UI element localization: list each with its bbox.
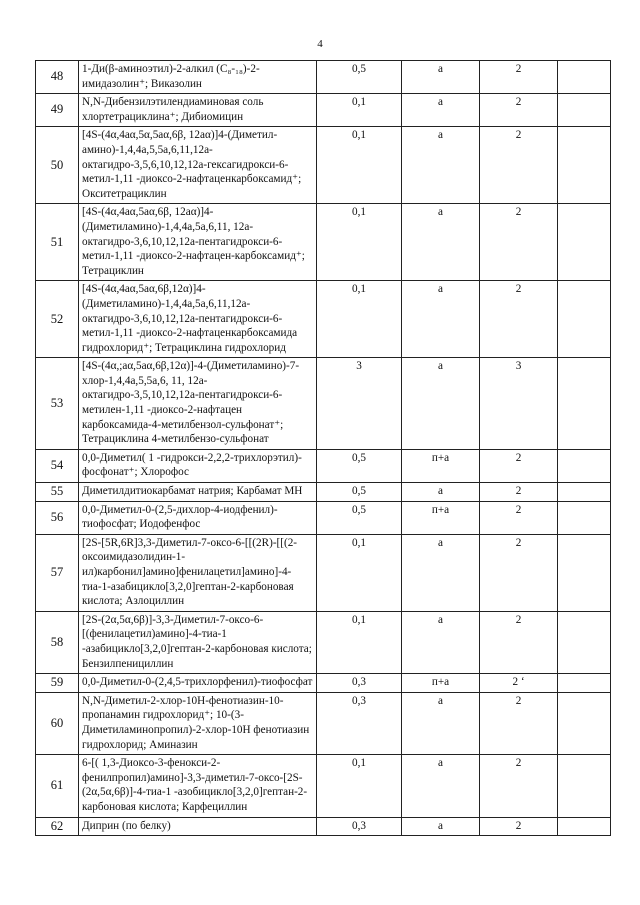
mac-value: 0,1 [317, 281, 402, 358]
notes-cell [558, 204, 611, 281]
table-row [36, 755, 611, 817]
hazard-class: 2 [480, 483, 558, 502]
row-number: 58 [36, 611, 79, 673]
table-row [36, 534, 611, 611]
row-number: 51 [36, 204, 79, 281]
aggregate-state: а [402, 61, 480, 94]
aggregate-state: а [402, 534, 480, 611]
aggregate-state: а [402, 358, 480, 450]
aggregate-state: а [402, 755, 480, 817]
row-number: 52 [36, 281, 79, 358]
table-row [36, 204, 611, 281]
aggregate-state: а [402, 692, 480, 754]
mac-value: 0,1 [317, 755, 402, 817]
row-number: 48 [36, 61, 79, 94]
mac-value: 3 [317, 358, 402, 450]
substance-name: 6-[( 1,3-Диоксо-3-фенокси-2-фенилпропил)амино]-3,3-диметил-7-оксо-[2S-(2α,5α,6β)]-4-тиа-1 -азобицикло[3,2,0]гептан-2-карбоновая кислота; Карфециллин [79, 755, 317, 817]
row-number: 61 [36, 755, 79, 817]
aggregate-state: п+а [402, 449, 480, 482]
row-number: 56 [36, 501, 79, 534]
mac-value: 0,5 [317, 483, 402, 502]
hazard-class: 3 [480, 358, 558, 450]
row-number: 49 [36, 94, 79, 127]
substance-name: [4S-(4α,4aα,5aα,6β, 12aα)]4-(Диметиламино)-1,4,4a,5a,6,11, 12a-октагидро-3,6,10,12,12a-пентагидрокси-6-метил-1,11 -диоксо-2-нафтацен-карбоксамид⁺; Тетрациклин [79, 204, 317, 281]
table-row [36, 127, 611, 204]
notes-cell [558, 281, 611, 358]
notes-cell [558, 483, 611, 502]
substance-name: 0,0-Диметил-0-(2,5-дихлор-4-иодфенил)-тиофосфат; Иодофенфос [79, 501, 317, 534]
hazard-class: 2 [480, 127, 558, 204]
aggregate-state: а [402, 127, 480, 204]
hazard-class: 2 [480, 817, 558, 836]
aggregate-state: а [402, 611, 480, 673]
substance-name: 1-Ди(β-аминоэтил)-2-алкил (C₈-₁₈)-2-имидазолин⁺; Виказолин [79, 61, 317, 94]
row-number: 50 [36, 127, 79, 204]
row-number: 54 [36, 449, 79, 482]
substance-name: [4S-(4α,4aα,5α,5aα,6β, 12aα)]4-(Диметил-амино)-1,4,4a,5,5a,6,11,12a-октагидро-3,5,6,10,12,12a-гексагидрокси-6-метил-1,11 -диоксо-2-нафтаценкарбоксамид⁺; Окситетрациклин [79, 127, 317, 204]
mac-value: 0,5 [317, 501, 402, 534]
notes-cell [558, 358, 611, 450]
substance-name: [4S-(4α,4aα,5aα,6β,12α)]4-(Диметиламино)-1,4,4a,5a,6,11,12a-октагидро-3,6,10,12,12a-пентагидрокси-6-метил-1,11 -диоксо-2-нафтаценкарбоксамида гидрохлорид⁺; Тетрациклина гидрохлорид [79, 281, 317, 358]
hazard-class: 2 [480, 61, 558, 94]
substance-name: Диприн (по белку) [79, 817, 317, 836]
mac-value: 0,5 [317, 449, 402, 482]
hazard-class: 2 [480, 692, 558, 754]
notes-cell [558, 534, 611, 611]
substances-table [35, 60, 611, 836]
hazard-class: 2 [480, 611, 558, 673]
hazard-class: 2 [480, 281, 558, 358]
notes-cell [558, 61, 611, 94]
substance-name: [4S-(4α,;aα,5aα,6β,12α)]-4-(Диметиламино)-7-хлор-1,4,4a,5,5a,6, 11, 12a-октагидро-3,5,10,12,12a-пентагидрокси-6-метилен-1,11 -диоксо-2-нафтацен карбоксамида-4-метилбензол-сульфонат⁺; Тетрациклина 4-метилбензо-сульфонат [79, 358, 317, 450]
row-number: 60 [36, 692, 79, 754]
notes-cell [558, 755, 611, 817]
substance-name: 0,0-Диметил-0-(2,4,5-трихлорфенил)-тиофосфат [79, 674, 317, 693]
substance-name: 0,0-Диметил( 1 -гидрокси-2,2,2-трихлорэтил)-фосфонат⁺; Хлорофос [79, 449, 317, 482]
table-row [36, 483, 611, 502]
table-row [36, 94, 611, 127]
table-row [36, 674, 611, 693]
aggregate-state: а [402, 204, 480, 281]
mac-value: 0,1 [317, 94, 402, 127]
table-row [36, 692, 611, 754]
mac-value: 0,3 [317, 817, 402, 836]
notes-cell [558, 94, 611, 127]
notes-cell [558, 449, 611, 482]
hazard-class: 2 [480, 534, 558, 611]
row-number: 59 [36, 674, 79, 693]
aggregate-state: а [402, 94, 480, 127]
mac-value: 0,5 [317, 61, 402, 94]
table-row [36, 449, 611, 482]
hazard-class: 2 [480, 449, 558, 482]
aggregate-state: а [402, 281, 480, 358]
table-row [36, 817, 611, 836]
hazard-class: 2 ʻ [480, 674, 558, 693]
aggregate-state: п+а [402, 501, 480, 534]
notes-cell [558, 127, 611, 204]
hazard-class: 2 [480, 94, 558, 127]
row-number: 57 [36, 534, 79, 611]
table-row [36, 358, 611, 450]
table-row [36, 61, 611, 94]
table-row [36, 501, 611, 534]
aggregate-state: п+а [402, 674, 480, 693]
table-row [36, 611, 611, 673]
notes-cell [558, 692, 611, 754]
hazard-class: 2 [480, 204, 558, 281]
mac-value: 0,3 [317, 692, 402, 754]
mac-value: 0,1 [317, 204, 402, 281]
notes-cell [558, 674, 611, 693]
notes-cell [558, 501, 611, 534]
hazard-class: 2 [480, 501, 558, 534]
substance-name: N,N-Диметил-2-хлор-10Н-фенотиазин-10-пропанамин гидрохлорид⁺; 10-(3-Диметиламинопропил)-2-хлор-10Н фенотиазин гидрохлорид; Аминазин [79, 692, 317, 754]
row-number: 55 [36, 483, 79, 502]
mac-value: 0,3 [317, 674, 402, 693]
table-row [36, 281, 611, 358]
substance-name: Диметилдитиокарбамат натрия; Карбамат МН [79, 483, 317, 502]
substance-name: N,N-Дибензилэтилендиаминовая соль хлортетрациклина⁺; Дибиомицин [79, 94, 317, 127]
page-number: 4 [317, 38, 323, 50]
mac-value: 0,1 [317, 534, 402, 611]
aggregate-state: а [402, 817, 480, 836]
row-number: 62 [36, 817, 79, 836]
notes-cell [558, 817, 611, 836]
aggregate-state: а [402, 483, 480, 502]
hazard-class: 2 [480, 755, 558, 817]
mac-value: 0,1 [317, 127, 402, 204]
row-number: 53 [36, 358, 79, 450]
mac-value: 0,1 [317, 611, 402, 673]
substance-name: [2S-(2α,5α,6β)]-3,3-Диметил-7-оксо-6-[(фенилацетил)амино]-4-тиа-1 -азабицикло[3,2,0]гептан-2-карбоновая кислота; Бензилпенициллин [79, 611, 317, 673]
substance-name: [2S-[5R,6R]3,3-Диметил-7-оксо-6-[[(2R)-[[(2-оксоимидазолидин-1-ил)карбонил]амино]фенилацетил]амино]-4-тиа-1-азабицикло[3,2,0]гептан-2-карбоновая кислота; Азлоциллин [79, 534, 317, 611]
notes-cell [558, 611, 611, 673]
